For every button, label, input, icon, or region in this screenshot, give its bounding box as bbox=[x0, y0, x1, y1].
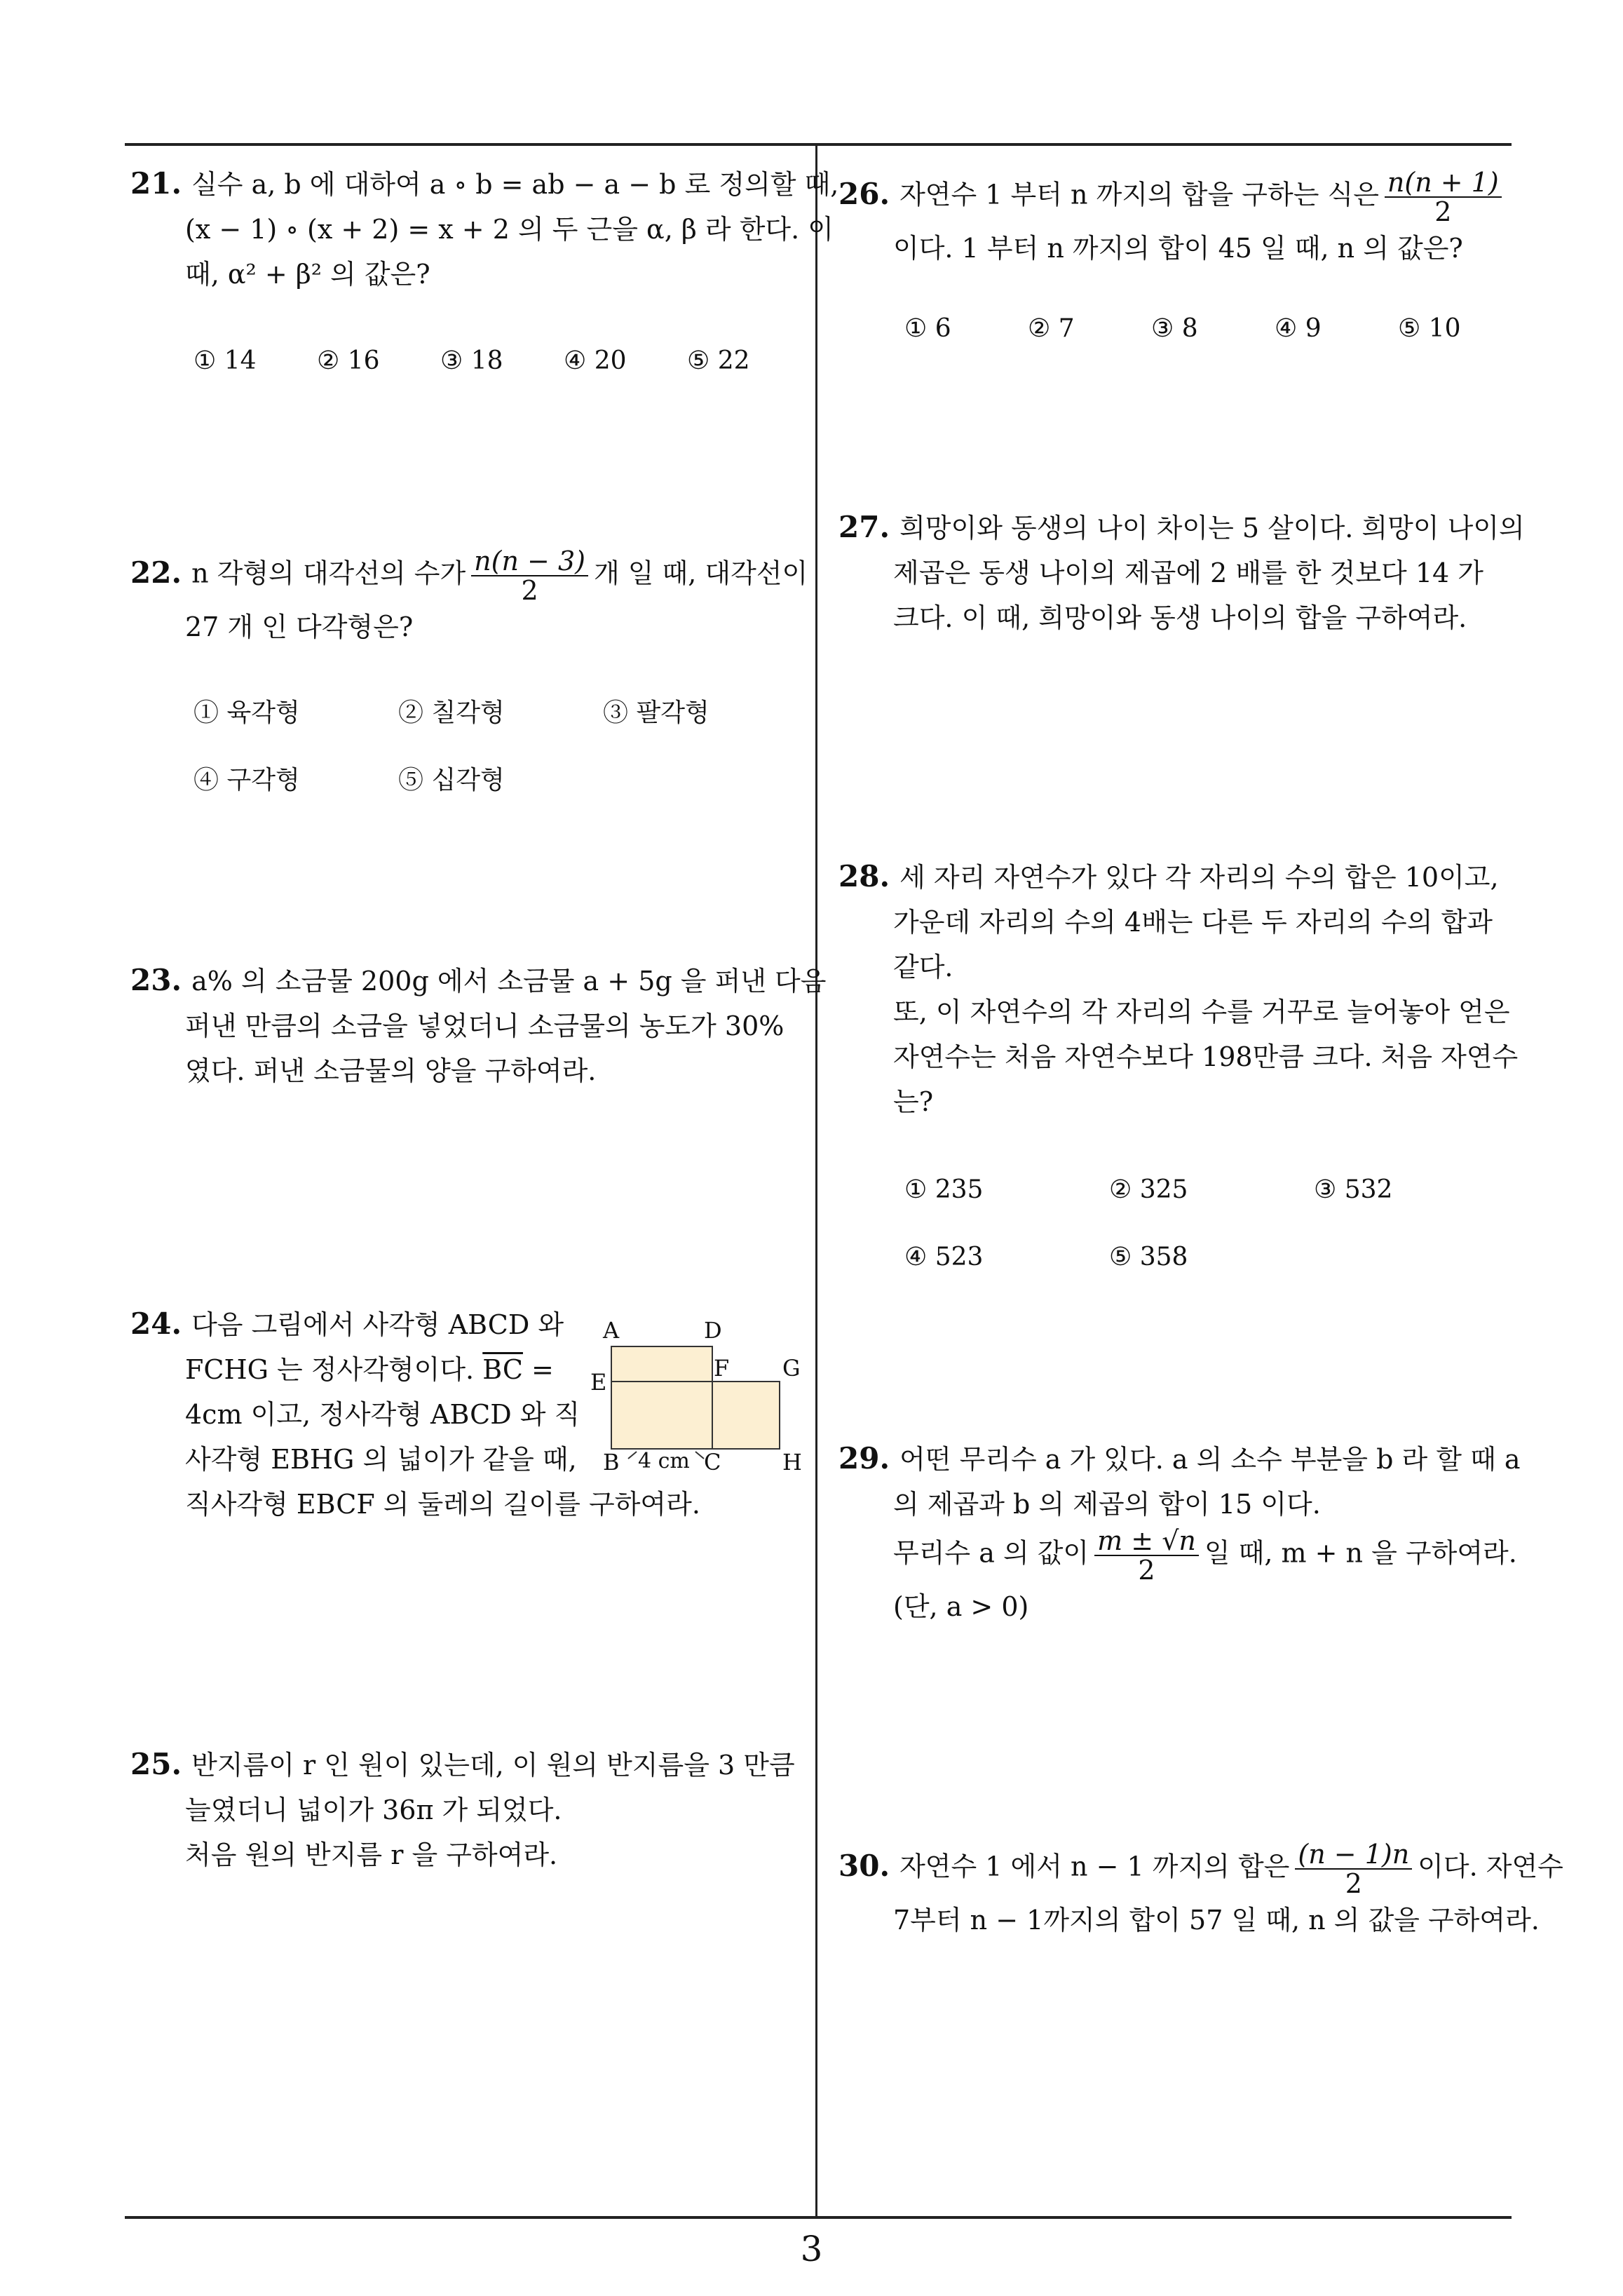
problem-text: 또, 이 자연수의 각 자리의 수를 거꾸로 늘어놓아 얻은 bbox=[893, 997, 1510, 1027]
dim-tick-left bbox=[628, 1452, 637, 1459]
problem-number: 28. bbox=[838, 859, 890, 893]
problem-22 bbox=[130, 547, 808, 649]
rect-ebcf bbox=[611, 1382, 712, 1449]
fraction bbox=[1385, 168, 1502, 226]
problem-text: FCHG 는 정사각형이다. bbox=[185, 1354, 475, 1385]
fraction-denominator: 2 bbox=[1138, 1555, 1155, 1586]
column-divider bbox=[815, 144, 817, 2217]
fraction-numerator: m ± √n bbox=[1094, 1527, 1199, 1556]
problem-27 bbox=[838, 505, 1525, 640]
problem-26 bbox=[838, 168, 1507, 271]
choice-4[interactable]: ④ 구각형 bbox=[193, 766, 300, 795]
problem-text: 이다. 자연수 bbox=[1418, 1851, 1563, 1882]
problem-text: 실수 a, b 에 대하여 a ∘ b = ab − a − b 로 정의할 때, bbox=[191, 169, 839, 200]
dim-tick-right bbox=[695, 1452, 704, 1459]
choice-5[interactable]: ⑤ 10 bbox=[1398, 314, 1461, 343]
problem-29 bbox=[838, 1436, 1521, 1629]
problem-text: 7부터 n − 1까지의 합이 57 일 때, n 의 값을 구하여라. bbox=[893, 1905, 1540, 1936]
choice-1[interactable]: ① 14 bbox=[193, 346, 257, 375]
top-rule bbox=[125, 143, 1512, 146]
problem-text: (x − 1) ∘ (x + 2) = x + 2 의 두 근을 α, β 라 한다. 이 bbox=[185, 214, 834, 245]
dimension-label: 4 cm bbox=[638, 1449, 690, 1473]
problem-text: 사각형 EBHG 의 넓이가 같을 때, bbox=[185, 1444, 577, 1475]
problem-number: 27. bbox=[838, 510, 890, 544]
choice-4[interactable]: ④ 20 bbox=[564, 346, 627, 375]
choice-3[interactable]: ③ 8 bbox=[1151, 314, 1198, 343]
problem-text: 자연수 1 부터 n 까지의 합을 구하는 식은 bbox=[899, 179, 1379, 210]
problem-text: = bbox=[522, 1354, 554, 1385]
square-figure bbox=[589, 1311, 813, 1487]
problem-number: 29. bbox=[838, 1441, 890, 1475]
choice-5[interactable]: ⑤ 십각형 bbox=[398, 766, 505, 795]
rect-aefd bbox=[611, 1346, 712, 1382]
problem-text: 같다. bbox=[893, 952, 953, 982]
choice-3[interactable]: ③ 팔각형 bbox=[603, 698, 709, 727]
choice-4[interactable]: ④ 523 bbox=[904, 1243, 984, 1271]
choice-2[interactable]: ② 칠각형 bbox=[398, 698, 505, 727]
problem-text: 늘였더니 넓이가 36π 가 되었다. bbox=[185, 1795, 562, 1825]
choice-1[interactable]: ① 6 bbox=[904, 314, 951, 343]
fraction-numerator: (n − 1)n bbox=[1295, 1840, 1412, 1870]
problem-text: 처음 원의 반지름 r 을 구하여라. bbox=[185, 1839, 558, 1870]
fraction-denominator: 2 bbox=[1434, 196, 1452, 227]
problem-text: 다음 그림에서 사각형 ABCD 와 bbox=[191, 1309, 564, 1340]
problem-number: 25. bbox=[130, 1747, 182, 1781]
problem-text: 제곱은 동생 나이의 제곱에 2 배를 한 것보다 14 가 bbox=[893, 558, 1483, 588]
problem-text: 4cm 이고, 정사각형 ABCD 와 직 bbox=[185, 1399, 580, 1430]
fraction-denominator: 2 bbox=[1345, 1868, 1362, 1899]
fraction-denominator: 2 bbox=[521, 575, 538, 606]
problem-text: n 각형의 대각선의 수가 bbox=[191, 558, 466, 589]
fraction bbox=[1295, 1840, 1412, 1898]
bottom-rule bbox=[125, 2216, 1512, 2219]
problem-text: 때, α² + β² 의 값은? bbox=[185, 259, 430, 290]
problem-number: 24. bbox=[130, 1306, 182, 1341]
fraction-numerator: n(n + 1) bbox=[1385, 168, 1502, 198]
fraction bbox=[471, 547, 588, 605]
problem-text: 무리수 a 의 값이 bbox=[893, 1537, 1089, 1569]
problem-number: 30. bbox=[838, 1848, 890, 1883]
problem-text: 직사각형 EBCF 의 둘레의 길이를 구하여라. bbox=[185, 1489, 700, 1520]
problem-text: 반지름이 r 인 원이 있는데, 이 원의 반지름을 3 만큼 bbox=[191, 1750, 795, 1781]
problem-number: 21. bbox=[130, 166, 182, 201]
problem-text: 일 때, m + n 을 구하여라. bbox=[1204, 1537, 1517, 1569]
vertex-e: E bbox=[590, 1369, 607, 1396]
vertex-h: H bbox=[782, 1449, 802, 1475]
problem-text: 가운데 자리의 수의 4배는 다른 두 자리의 수의 합과 bbox=[893, 907, 1493, 938]
choice-2[interactable]: ② 325 bbox=[1109, 1175, 1188, 1204]
fraction bbox=[1094, 1527, 1199, 1584]
page-number: 3 bbox=[800, 2229, 823, 2269]
fraction-numerator: n(n − 3) bbox=[471, 547, 588, 576]
problem-text: 자연수는 처음 자연수보다 198만큼 크다. 처음 자연수 bbox=[893, 1041, 1519, 1072]
problem-number: 26. bbox=[838, 176, 890, 211]
problem-text: 퍼낸 만큼의 소금을 넣었더니 소금물의 농도가 30% bbox=[185, 1011, 785, 1041]
problem-25 bbox=[130, 1742, 795, 1877]
choice-5[interactable]: ⑤ 22 bbox=[687, 346, 750, 375]
problem-23 bbox=[130, 958, 826, 1093]
vertex-d: D bbox=[704, 1317, 722, 1344]
problem-text: 희망이와 동생의 나이 차이는 5 살이다. 희망이 나이의 bbox=[899, 513, 1525, 543]
choice-1[interactable]: ① 235 bbox=[904, 1175, 984, 1204]
choice-1[interactable]: ① 육각형 bbox=[193, 698, 300, 727]
problem-number: 22. bbox=[130, 555, 182, 590]
problem-text: 세 자리 자연수가 있다 각 자리의 수의 합은 10이고, bbox=[899, 862, 1499, 893]
problem-21 bbox=[130, 161, 838, 297]
choice-2[interactable]: ② 16 bbox=[317, 346, 380, 375]
figure-svg bbox=[589, 1311, 813, 1487]
problem-text: a% 의 소금물 200g 에서 소금물 a + 5g 을 퍼낸 다음 bbox=[191, 966, 827, 997]
problem-text: 는? bbox=[893, 1086, 934, 1117]
problem-text: (단, a > 0) bbox=[893, 1591, 1029, 1622]
problem-text: 어떤 무리수 a 가 있다. a 의 소수 부분을 b 라 할 때 a bbox=[899, 1444, 1521, 1475]
problem-28 bbox=[838, 854, 1518, 1124]
problem-text: 크다. 이 때, 희망이와 동생 나이의 합을 구하여라. bbox=[893, 602, 1467, 633]
problem-number: 23. bbox=[130, 963, 182, 997]
choice-2[interactable]: ② 7 bbox=[1028, 314, 1075, 343]
problem-text: 였다. 퍼낸 소금물의 양을 구하여라. bbox=[185, 1055, 597, 1086]
choice-3[interactable]: ③ 18 bbox=[440, 346, 503, 375]
problem-30 bbox=[838, 1840, 1563, 1943]
choice-3[interactable]: ③ 532 bbox=[1314, 1175, 1393, 1204]
problem-text: 의 제곱과 b 의 제곱의 합이 15 이다. bbox=[893, 1489, 1321, 1520]
segment-bc: $\overline{BC}$ bbox=[482, 1354, 523, 1385]
problem-text: 27 개 인 다각형은? bbox=[185, 612, 414, 642]
choice-4[interactable]: ④ 9 bbox=[1275, 314, 1322, 343]
problem-text: 자연수 1 에서 n − 1 까지의 합은 bbox=[899, 1851, 1290, 1882]
square-fchg bbox=[712, 1382, 780, 1449]
vertex-a: A bbox=[603, 1317, 620, 1344]
vertex-f: F bbox=[714, 1355, 730, 1382]
vertex-c: C bbox=[704, 1449, 721, 1475]
vertex-b: B bbox=[603, 1449, 620, 1475]
vertex-g: G bbox=[782, 1355, 801, 1382]
choice-5[interactable]: ⑤ 358 bbox=[1109, 1243, 1188, 1271]
problem-text: 개 일 때, 대각선이 bbox=[593, 558, 808, 589]
problem-text: 이다. 1 부터 n 까지의 합이 45 일 때, n 의 값은? bbox=[893, 233, 1463, 264]
